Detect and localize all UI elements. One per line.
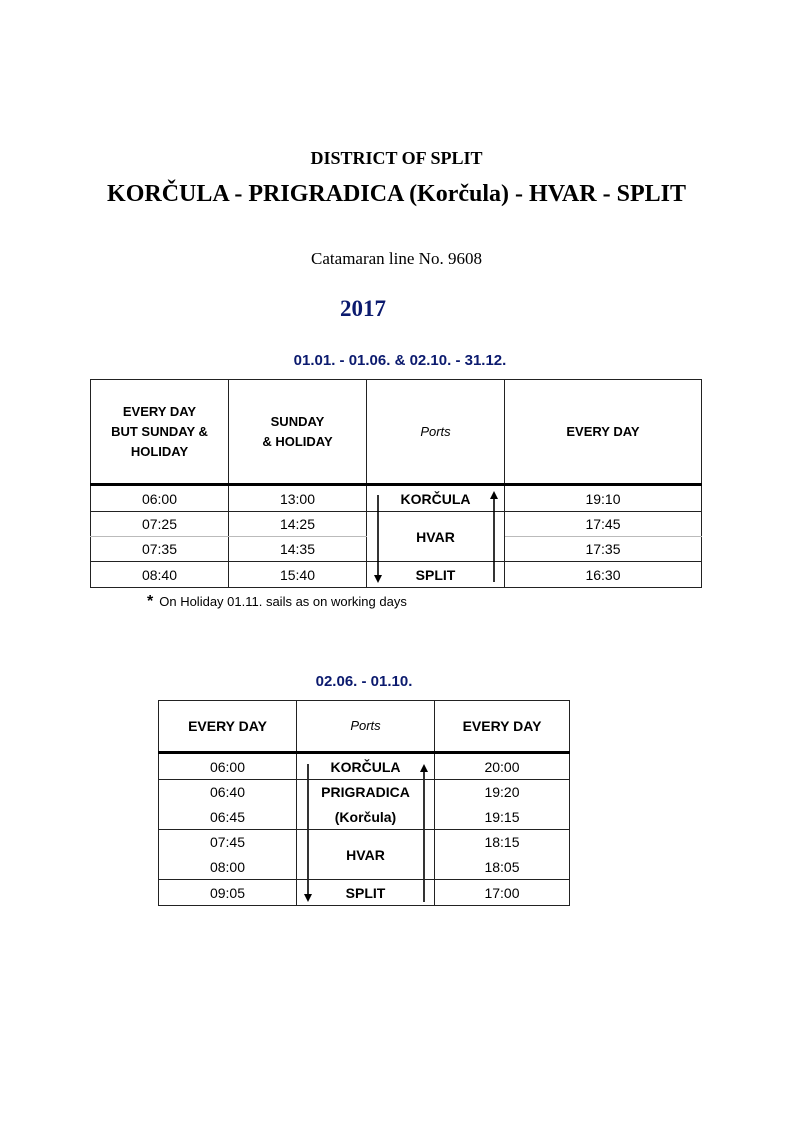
port-hvar: HVAR bbox=[297, 830, 435, 880]
header-ports: Ports bbox=[297, 701, 435, 753]
header-every-day: EVERY DAY bbox=[505, 380, 702, 485]
time-cell: 18:15 bbox=[435, 830, 570, 855]
port-split: SPLIT bbox=[367, 562, 505, 588]
header-weekday: EVERY DAY BUT SUNDAY & HOLIDAY bbox=[91, 380, 229, 485]
time-cell: 19:15 bbox=[435, 805, 570, 830]
time-cell: 08:40 bbox=[91, 562, 229, 588]
table-row bbox=[159, 830, 570, 855]
time-cell: 06:00 bbox=[91, 485, 229, 512]
footnote-mark: * bbox=[147, 593, 154, 610]
port-split: SPLIT bbox=[297, 880, 435, 906]
time-cell: 14:35 bbox=[229, 537, 367, 562]
route-title: KORČULA - PRIGRADICA (Korčula) - HVAR - SPLIT bbox=[107, 181, 686, 207]
timetable-2 bbox=[158, 700, 570, 906]
line-number: Catamaran line No. 9608 bbox=[311, 249, 482, 268]
time-cell: 17:35 bbox=[505, 537, 702, 562]
header-ports: Ports bbox=[367, 380, 505, 485]
header-every-day-out: EVERY DAY bbox=[159, 701, 297, 753]
time-cell: 13:00 bbox=[229, 485, 367, 512]
table-row bbox=[159, 880, 570, 906]
port-korcula: KORČULA bbox=[367, 485, 505, 512]
time-cell: 06:40 bbox=[159, 780, 297, 805]
time-cell: 06:00 bbox=[159, 753, 297, 780]
time-cell: 07:25 bbox=[91, 512, 229, 537]
header-every-day-return: EVERY DAY bbox=[435, 701, 570, 753]
time-cell: 09:05 bbox=[159, 880, 297, 906]
time-cell: 07:45 bbox=[159, 830, 297, 855]
time-cell: 19:20 bbox=[435, 780, 570, 805]
time-cell: 17:00 bbox=[435, 880, 570, 906]
year: 2017 bbox=[340, 296, 386, 321]
arrow-up-icon bbox=[490, 491, 498, 582]
time-cell: 20:00 bbox=[435, 753, 570, 780]
footnote bbox=[147, 593, 407, 611]
time-cell: 18:05 bbox=[435, 855, 570, 880]
header-sunday: SUNDAY & HOLIDAY bbox=[229, 380, 367, 485]
port-prigradica: PRIGRADICA bbox=[297, 780, 435, 805]
time-cell: 17:45 bbox=[505, 512, 702, 537]
port-prigradica-korcula: (Korčula) bbox=[297, 805, 435, 830]
district-title: DISTRICT OF SPLIT bbox=[310, 148, 483, 168]
time-cell: 15:40 bbox=[229, 562, 367, 588]
time-cell: 08:00 bbox=[159, 855, 297, 880]
arrow-down-icon bbox=[374, 495, 382, 583]
table-row bbox=[159, 753, 570, 780]
period-1-title: 01.01. - 01.06. & 02.10. - 31.12. bbox=[293, 352, 507, 369]
footnote-text: On Holiday 01.11. sails as on working days bbox=[159, 594, 407, 609]
table-row bbox=[159, 780, 570, 805]
time-cell: 07:35 bbox=[91, 537, 229, 562]
period-2-title: 02.06. - 01.10. bbox=[315, 673, 413, 690]
time-cell: 16:30 bbox=[505, 562, 702, 588]
table-row bbox=[159, 805, 570, 830]
port-hvar: HVAR bbox=[367, 512, 505, 562]
time-cell: 19:10 bbox=[505, 485, 702, 512]
time-cell: 06:45 bbox=[159, 805, 297, 830]
port-korcula: KORČULA bbox=[297, 753, 435, 780]
time-cell: 14:25 bbox=[229, 512, 367, 537]
